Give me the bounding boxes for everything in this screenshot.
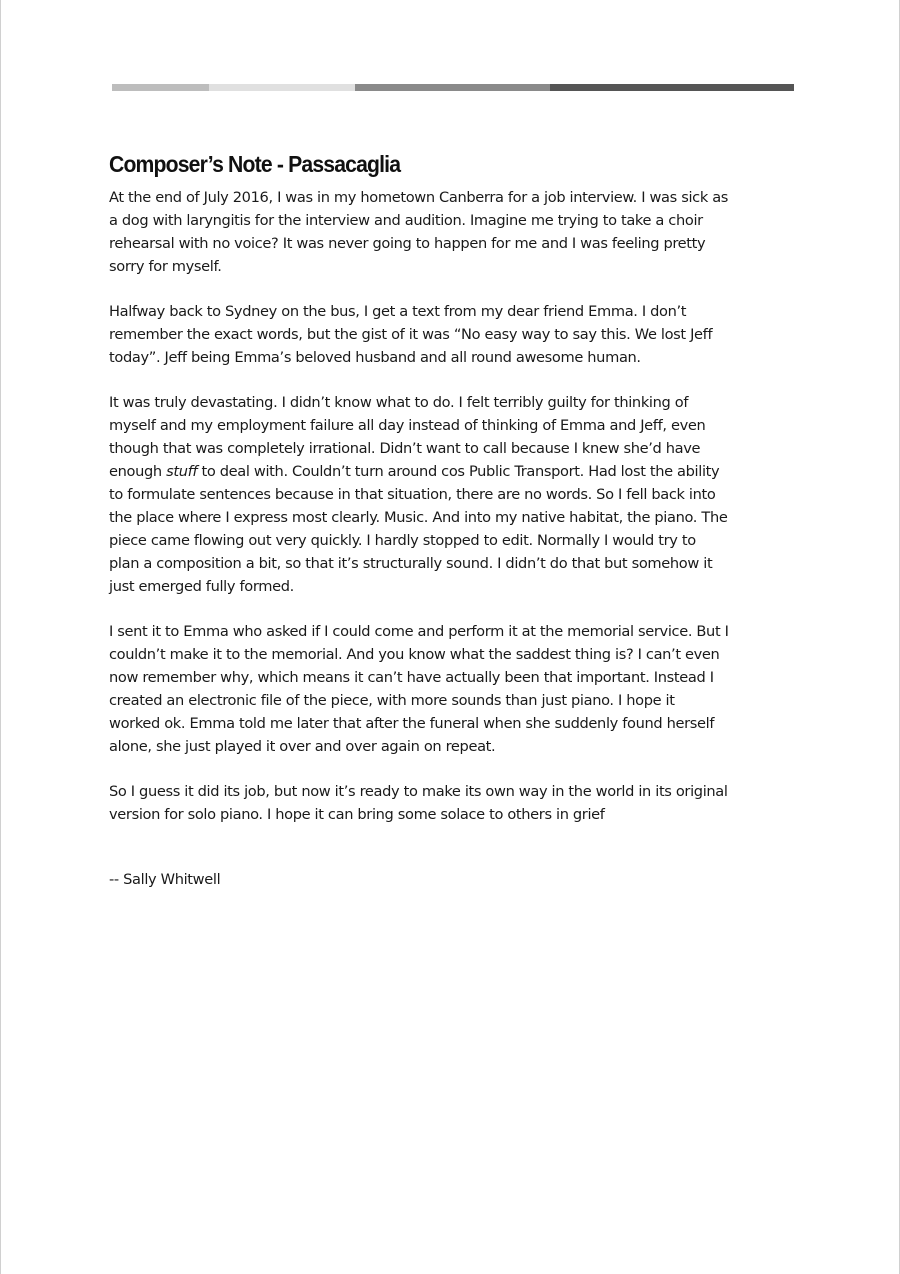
page-title: Composer’s Note - Passacaglia (109, 151, 401, 177)
text-line: remember the exact words, but the gist of it was “No easy way to say this. We lost Jeff (109, 326, 713, 343)
text-line: just emerged fully formed. (109, 578, 294, 595)
text-line: I sent it to Emma who asked if I could come and perform it at the memorial service. But I (109, 623, 729, 640)
text-line: At the end of July 2016, I was in my hometown Canberra for a job interview. I was sick as (109, 189, 729, 206)
text-line: piece came flowing out very quickly. I hardly stopped to edit. Normally I would try to (109, 532, 696, 549)
header-bar-segment (112, 84, 209, 91)
text-line: version for solo piano. I hope it can bring some solace to others in grief (109, 806, 605, 823)
body-paragraph (109, 300, 793, 369)
header-bar-segment (550, 84, 794, 91)
text-line: the place where I express most clearly. Music. And into my native habitat, the piano. The (109, 509, 728, 526)
text-line: now remember why, which means it can’t have actually been that important. Instead I (109, 669, 714, 686)
header-bar-segment (355, 84, 550, 91)
text-line: worked ok. Emma told me later that after the funeral when she suddenly found herself (109, 715, 715, 732)
signature: -- Sally Whitwell (109, 871, 221, 888)
body-paragraph (109, 620, 793, 758)
text-line: to formulate sentences because in that situation, there are no words. So I fell back into (109, 486, 716, 503)
emphasized-word: stuff (166, 463, 198, 480)
text-line: though that was completely irrational. Didn’t want to call because I knew she’d have (109, 440, 701, 457)
text-line: created an electronic file of the piece, with more sounds than just piano. I hope it (109, 692, 675, 709)
header-decorative-bar (112, 84, 794, 91)
text-line: couldn’t make it to the memorial. And you know what the saddest thing is? I can’t even (109, 646, 720, 663)
text-run: to deal with. Couldn’t turn around cos Public Transport. Had lost the ability (197, 463, 720, 480)
text-line: today”. Jeff being Emma’s beloved husband and all round awesome human. (109, 349, 641, 366)
text-line: plan a composition a bit, so that it’s structurally sound. I didn’t do that but somehow it (109, 555, 713, 572)
text-line: sorry for myself. (109, 258, 222, 275)
body-paragraph (109, 391, 793, 598)
header-bar-segment (209, 84, 355, 91)
note-content (109, 148, 793, 891)
text-line: rehearsal with no voice? It was never going to happen for me and I was feeling pretty (109, 235, 706, 252)
text-line: It was truly devastating. I didn’t know what to do. I felt terribly guilty for thinking of (109, 394, 689, 411)
text-line: Halfway back to Sydney on the bus, I get a text from my dear friend Emma. I don’t (109, 303, 687, 320)
text-line (109, 460, 793, 483)
text-line: myself and my employment failure all day instead of thinking of Emma and Jeff, even (109, 417, 706, 434)
text-run: enough (109, 463, 167, 480)
text-line: alone, she just played it over and over again on repeat. (109, 738, 496, 755)
body-paragraph (109, 780, 793, 826)
text-line: a dog with laryngitis for the interview and audition. Imagine me trying to take a choir (109, 212, 703, 229)
text-line: So I guess it did its job, but now it’s ready to make its own way in the world in its original (109, 783, 728, 800)
body-paragraph (109, 186, 793, 278)
note-body (109, 186, 793, 826)
